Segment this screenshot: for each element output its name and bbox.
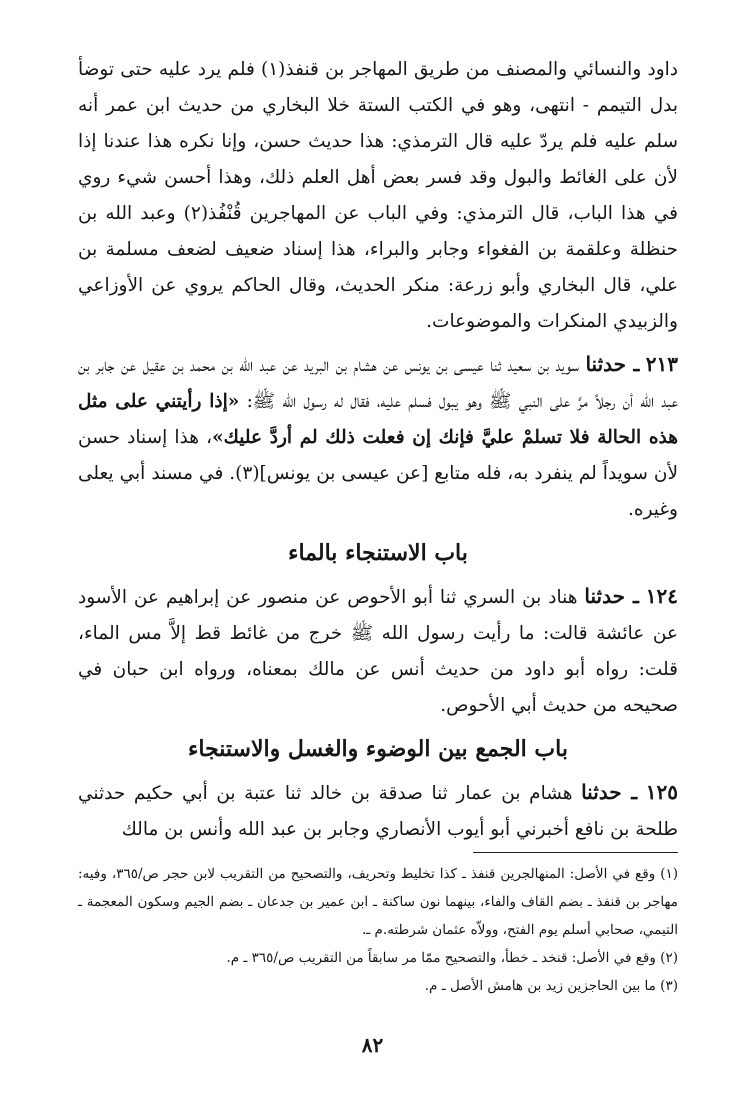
chapter-heading-istinja: باب الاستنجاء بالماء (288, 540, 468, 566)
hadith-124 (78, 578, 678, 724)
hadith-125 (78, 774, 678, 848)
page-number: ٨٢ (361, 1033, 384, 1057)
footnote-2: (٢) وقع في الأصل: قنخد ـ خطأ، والتصحيح ممّا مر سابقاً من التقريب ص/٣٦٥ ـ م. (226, 950, 678, 966)
hadith-number: ١٢٥ (645, 780, 678, 804)
footnote-separator (473, 852, 678, 853)
footnote-1: (١) وقع في الأصل: المنهالجرين قنفذ ـ كذا تخليط وتحريف، والتصحيح من التقريب لابن حجر ص/٣٦٥، وفيه: مهاجر بن قنفذ ـ بضم القاف والفاء، بينهما نون ساكنة ـ ابن عمير بن جدعان ـ بضم الجيم وسكون المعجمة ـ التيمي، صحابي أسلم يوم الفتح، وولاّه عثمان شرطته.م ـ. (78, 866, 679, 938)
hadith-commentary: ، هذا إسناد حسن لأن سويداً لم ينفرد به، فله متابع [عن عيسى بن يونس](٣). في مسند أبي يعلى وغيره. (78, 427, 679, 520)
chapter-heading-combining: باب الجمع بين الوضوء والغسل والاستنجاء (188, 736, 568, 762)
page-body (78, 52, 678, 854)
haddathana-keyword: ـ حدثنا (584, 584, 639, 608)
hadith-text: سويد بن سعيد ثنا عيسى بن يونس عن هشام بن البريد عن عبد الله بن محمد بن عقيل عن جابر بن عبد الله أن رجلاً مرَّ على النبي ﷺ وهو يبول فسلم عليه، فقال له رسول الله ﷺ: (78, 355, 679, 412)
haddathana-keyword: ـ حدثنا (581, 780, 638, 804)
hadith-123 (78, 346, 678, 528)
hadith-quote: «إذا رأيتني على مثل هذه الحالة فلا تسلمْ عليَّ فإنك إن فعلت ذلك لم أردَّ عليك» (78, 391, 678, 448)
top-paragraph: داود والنسائي والمصنف من طريق المهاجر بن قنفذ(١) فلم يرد عليه حتى توضأ بدل التيمم - انتهى، وهو في الكتب الستة خلا البخاري من حديث ابن عمر أنه سلم عليه فلم يردّ عليه قال الترمذي: هذا حديث حسن، وإنا نكره هذا عندنا إذا لأن على الغائط والبول وقد فسر بعض أهل العلم ذلك، وهذا أحسن شيء روي في هذا الباب، قال الترمذي: وفي الباب عن المهاجرين قُنْفُذ(٢) وعبد الله بن حنظلة وعلقمة بن الفغواء وجابر والبراء، هذا إسناد ضعيف لضعف مسلمة بن علي، قال البخاري وأبو زرعة: منكر الحديث، وقال الحاكم يروي عن الأوزاعي والزبيدي المنكرات والموضوعات. (78, 59, 679, 332)
footnote-3: (٣) ما بين الحاجزين زيد بن هامش الأصل ـ م. (424, 978, 678, 994)
footnotes (78, 860, 678, 1000)
hadith-number: ٢١٣ (645, 352, 678, 376)
haddathana-keyword: ـ حدثنا (585, 352, 640, 376)
hadith-text: هشام بن عمار ثنا صدقة بن خالد ثنا عتبة بن أبي حكيم حدثني طلحة بن نافع أخبرني أبو أيوب الأنصاري وجابر بن عبد الله وأنس بن مالك (78, 783, 678, 840)
hadith-number: ١٢٤ (645, 584, 678, 608)
hadith-text: هناد بن السري ثنا أبو الأحوص عن منصور عن إبراهيم عن الأسود عن عائشة قالت: ما رأيت رسول الله ﷺ خرج من غائط قط إلاَّ مس الماء، قلت: رواه أبو داود من حديث أنس عن مالك بمعناه، ورواه ابن حبان في صحيحه من حديث أبي الأحوص. (78, 587, 678, 716)
